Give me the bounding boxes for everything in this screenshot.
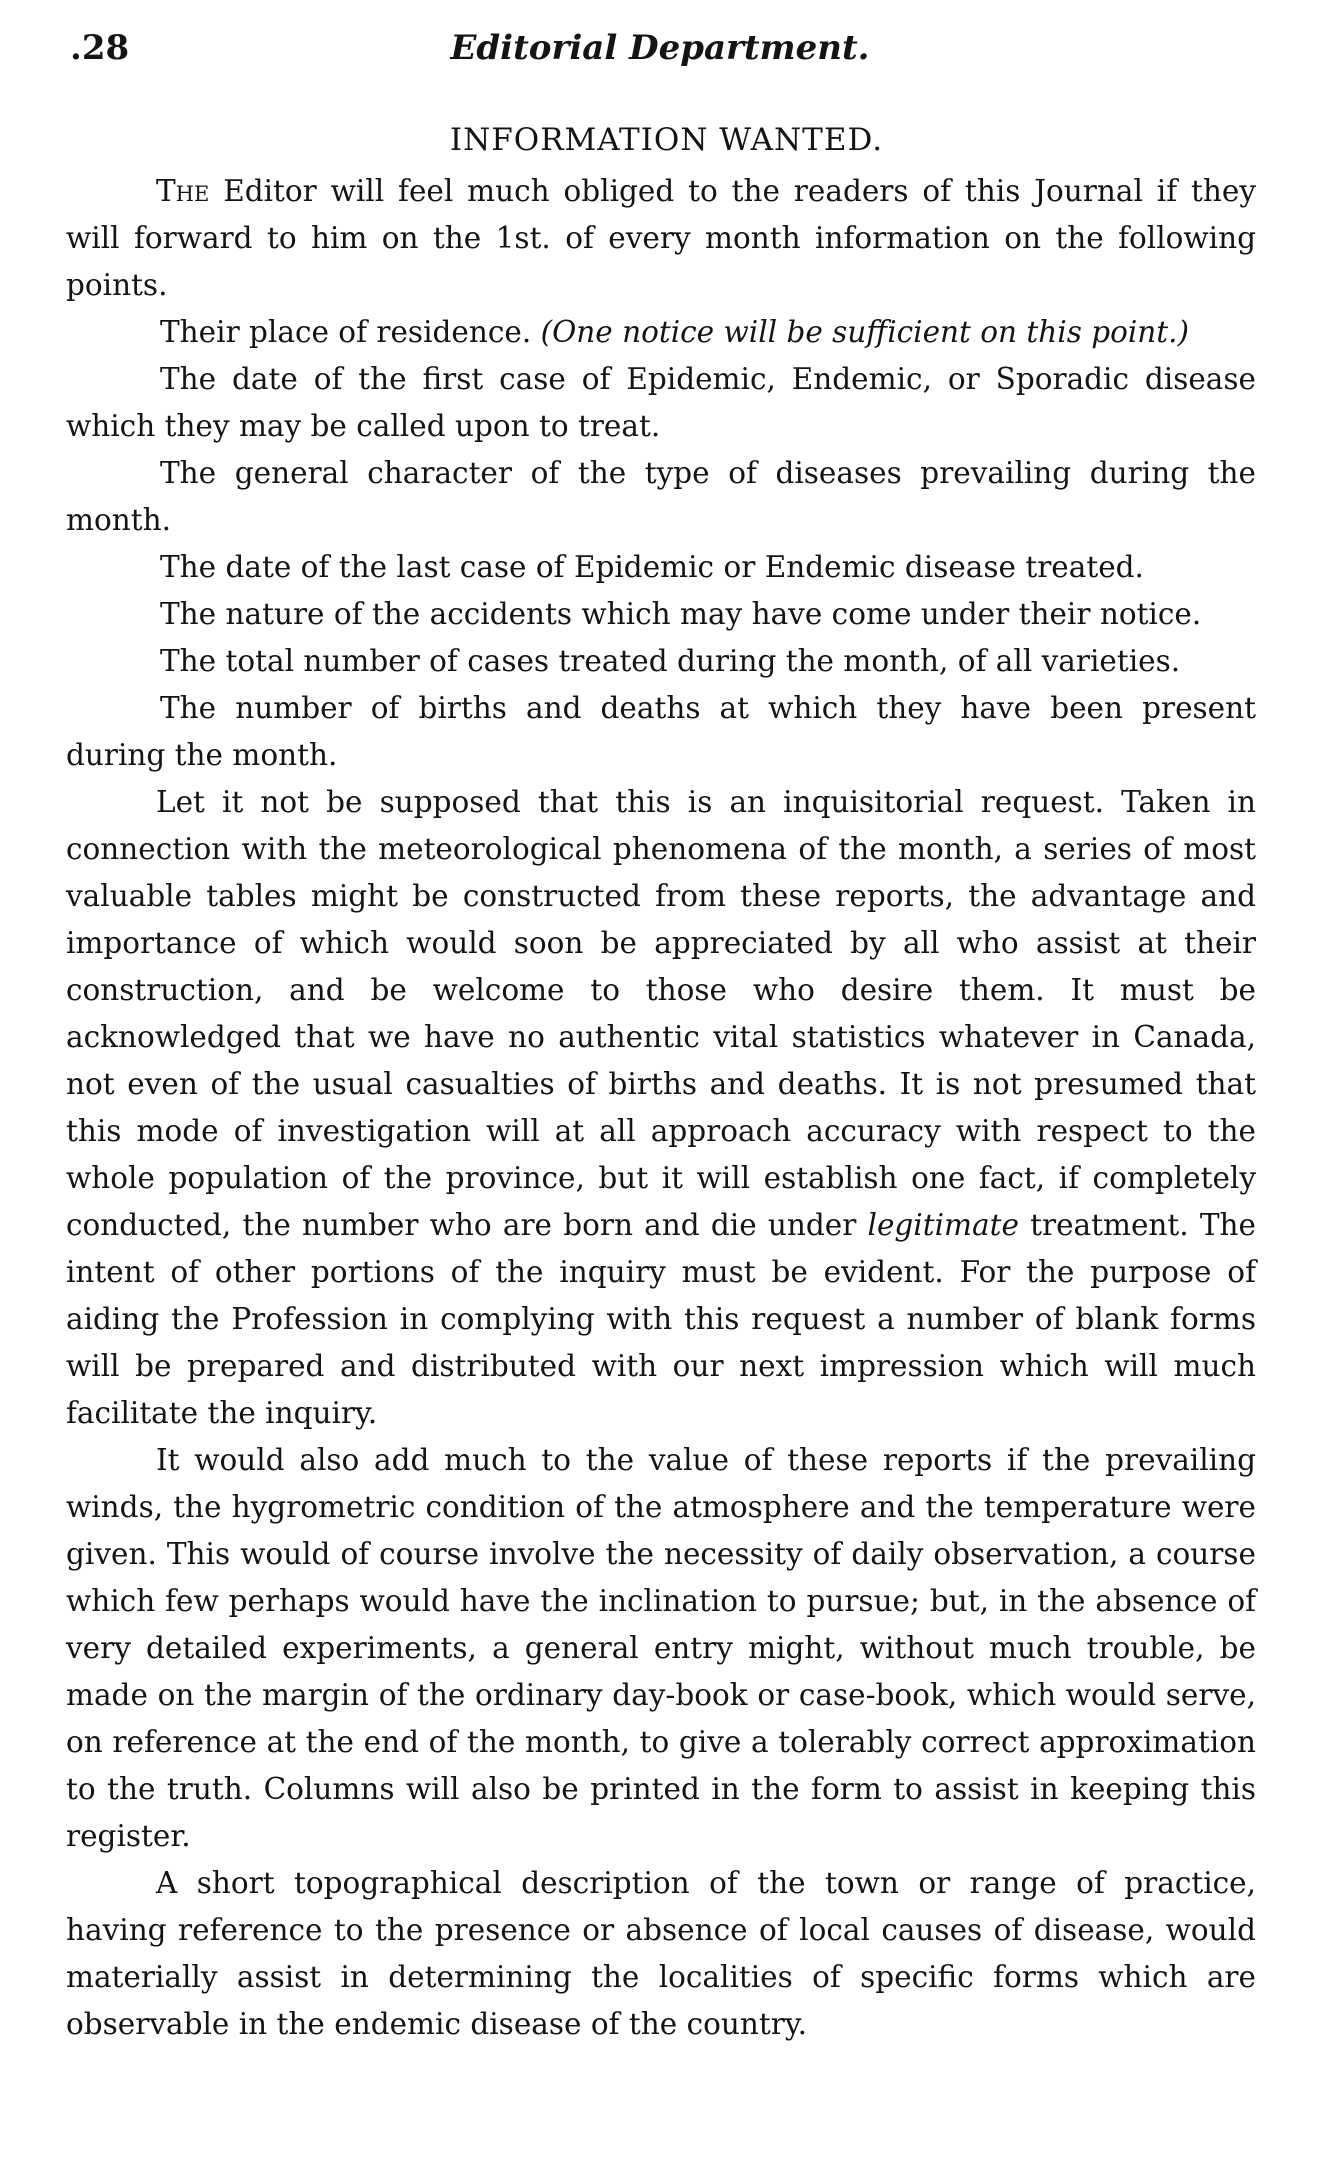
point-residence	[66, 309, 1256, 356]
paragraph-inquisitorial	[66, 779, 1256, 1437]
point-general-character: The general character of the type of diseases prevailing during the month.	[66, 456, 1256, 537]
running-title: Editorial Department.	[450, 28, 870, 68]
emphasis-legitimate: legitimate	[867, 1208, 1019, 1242]
paragraph-inquisitorial-tail: treatment. The intent of other portions of the inquiry must be evident. For the purpose of aiding the Profession in complying with this request a number of blank forms will be prepared and distributed with our next impression which will much facilitate the inquiry.	[66, 1208, 1256, 1430]
intro-paragraph	[66, 168, 1256, 309]
point-first-case: The date of the first case of Epidemic, Endemic, or Sporadic disease which they may be called upon to treat.	[66, 362, 1256, 443]
point-residence-text: Their place of residence.	[160, 315, 541, 349]
point-total-cases: The total number of cases treated during the month, of all varieties.	[160, 644, 1181, 678]
article-body	[66, 168, 1256, 2048]
point-last-case: The date of the last case of Epidemic or Endemic disease treated.	[160, 550, 1144, 584]
point-accidents: The nature of the accidents which may have come under their notice.	[160, 597, 1202, 631]
point-births-deaths: The number of births and deaths at which they have been present during the month.	[66, 691, 1256, 772]
running-head	[70, 28, 1250, 78]
paragraph-inquisitorial-text: Let it not be supposed that this is an inquisitorial request. Taken in connection with the meteorological phenomena of the month, a series of most valuable tables might be constructed from these reports, the advantage and importance of which would soon be appreciated by all who assist at their construction, and be welcome to those who desire them. It must be acknowledged that we have no authentic vital statistics whatever in Canada, not even of the usual casualties of births and deaths. It is not presumed that this mode of investigation will at all approach accuracy with respect to the whole population of the province, but it will establish one fact, if completely conducted, the number who are born and die under	[66, 785, 1256, 1242]
point-residence-note: (One notice will be sufficient on this point.)	[540, 315, 1190, 349]
intro-lead-word: The	[156, 174, 210, 208]
paragraph-winds: It would also add much to the value of these reports if the prevailing winds, the hygrometric condition of the atmosphere and the temperature were given. This would of course involve the necessity of daily observation, a course which few perhaps would have the inclination to pursue; but, in the absence of very detailed experiments, a general entry might, without much trouble, be made on the margin of the ordinary day-book or case-book, which would serve, on reference at the end of the month, to give a tolerably correct approximation to the truth. Columns will also be printed in the form to assist in keeping this register.	[66, 1443, 1256, 1853]
section-heading: INFORMATION WANTED.	[449, 122, 884, 158]
intro-text: Editor will feel much obliged to the readers of this Journal if they will forward to him on the 1st. of every month information on the following points.	[66, 174, 1256, 302]
paragraph-topographical: A short topographical description of the town or range of practice, having reference to the presence or absence of local causes of disease, would materially assist in determining the localities of specific forms which are observable in the endemic disease of the country.	[66, 1866, 1256, 2041]
page-number: .28	[70, 28, 130, 68]
